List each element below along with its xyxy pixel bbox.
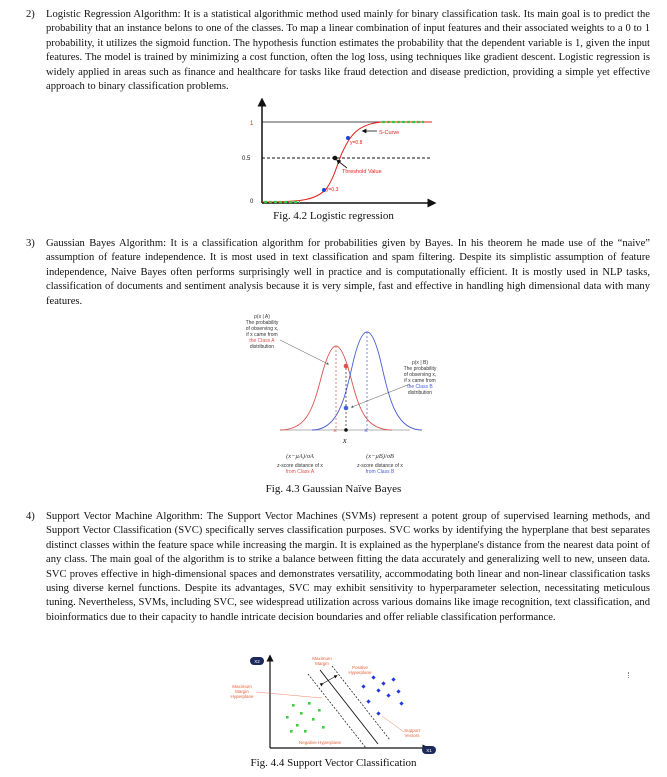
svg-text:The probability: The probability (245, 320, 279, 326)
y03-label: y=0.3 (326, 187, 339, 193)
threshold-label: Threshold Value (342, 169, 382, 175)
positive-hyperplane-label (348, 665, 372, 675)
x-point (344, 428, 348, 432)
support-pointer (382, 716, 404, 732)
svc-figure (222, 654, 442, 758)
svg-text:from Class A: from Class A (285, 469, 315, 475)
svg-text:Hyperplane: Hyperplane (230, 694, 254, 699)
section-logistic-regression (26, 8, 650, 94)
max-margin-hyperplane-label (230, 684, 254, 699)
class-b-label (404, 360, 437, 396)
positive-class-points (361, 675, 403, 715)
positive-hyperplane (332, 666, 390, 740)
svg-text:if x came from: if x came from (404, 378, 436, 384)
class-a-label (246, 314, 279, 350)
point-threshold (333, 156, 338, 161)
svg-text:if x came from: if x came from (246, 332, 278, 338)
section-text: Support Vector Machine Algorithm: The Support Vector Machines (SVMs) represent a potent group of supervised learning methods, and Support Vector Classification (SVC) specifically serves classification purposes. SVC works by identifying the hyperplane that best separates distinct classes within the feature space while increasing the margin. It is explained as the hyperplane's distance from the nearest data point of any class. The main goal of the algorithm is to strike a balance between fitting the data accurately and generalizing well to new, unseen data. SVC proves effective in high-dimensional spaces and demonstrates versatility, accommodating both linear and non-linear classification tasks using diverse kernel functions. Despite its advantages, SVC may exhibit sensitivity to hyperparameter selection, necessitating meticulous tuning. Nevertheless, SVMs, including SVC, see widespread utilization across various domains like image recognition, text classification, and bioinformatics due to their capacity to handle intricate decision boundaries and offer reliable classification performance. (46, 511, 650, 623)
svg-text:of observing x,: of observing x, (403, 372, 437, 378)
y-tick-0: 0 (250, 199, 254, 205)
svg-text:Maximum: Maximum (232, 684, 252, 689)
section-gaussian-bayes (26, 237, 650, 309)
svg-text:The probability: The probability (403, 366, 437, 372)
y-tick-1: 1 (250, 121, 254, 127)
svg-text:of observing x,: of observing x, (245, 326, 279, 332)
max-margin-hyperplane (320, 670, 378, 744)
max-margin-label (312, 656, 332, 666)
hyperplane-pointer (256, 692, 322, 698)
y08-label: y=0.8 (350, 140, 363, 146)
section-number: 3) (26, 238, 35, 249)
x-label: x (343, 436, 347, 445)
svg-text:p(x | B): p(x | B) (411, 360, 429, 366)
svg-text:Hyperplane: Hyperplane (348, 670, 372, 675)
mean-b-marker: × (364, 428, 369, 435)
svg-text:(x−μB)/σB: (x−μB)/σB (366, 453, 394, 460)
section-svm (26, 510, 650, 625)
svg-text:Margin: Margin (235, 689, 249, 694)
section-text: Gaussian Bayes Algorithm: It is a classification algorithm for probabilities given by Bayes. In his theorem he made use of the “naive” assumption of feature independence. It is most used in text classification and spam filtering. Despite its simplistic assumption of feature independence, Naive Bayes often performs surprisingly well in practice and is computationally efficient. It is mostly used in NLP tasks, classification of documents and sentiment analysis because it is very simple, fast and effective in handling high dimensional data with many features. (46, 238, 650, 307)
page-marker (628, 672, 631, 678)
svg-text:distribution: distribution (407, 390, 433, 396)
svg-text:distribution: distribution (249, 344, 275, 350)
fig2-caption: Fig. 4.3 Gaussian Naïve Bayes (265, 483, 402, 495)
svg-text:(x−μA)/σA: (x−μA)/σA (286, 453, 314, 460)
section-number: 2) (26, 9, 35, 20)
gaussian-bayes-figure (240, 312, 440, 484)
svg-text:z-score distance of x: z-score distance of x (277, 463, 323, 469)
y-tick-05: 0.5 (242, 156, 251, 162)
z-score-a (277, 453, 323, 475)
section-text: Logistic Regression Algorithm: It is a statistical algorithmic method used mainly for binary classification task. Its main goal is to predict the probability that an instance belons to one of the classes. To map a linear combination of input features and their associated weights to a 0 to 1 probability, it utilizes the sigmoid function. The hypothesis function estimates the probability that the dependent variable is 1, given the input features. The model is trained by minimizing a cost function, often the log loss, using techniques like gradient descent. Logistic regression is widely applied in areas such as finance and healthcare for tasks like fraud detection and disease prediction, providing a simple yet effective approach to binary classification problems. (46, 9, 650, 93)
negative-class-points (286, 702, 325, 733)
point-on-a (344, 364, 349, 369)
negative-hyperplane-label: Negative Hyperplane (298, 740, 342, 745)
svg-text:p(x | A): p(x | A) (254, 314, 270, 320)
negative-hyperplane (308, 674, 366, 748)
z-score-b (357, 453, 403, 475)
margin-arrow (322, 676, 336, 684)
svg-text:Positive: Positive (352, 665, 368, 670)
sigmoid-curve (262, 122, 432, 202)
svg-text:the Class B: the Class B (407, 384, 433, 390)
x1-label: X1 (426, 748, 432, 753)
point-on-b (344, 406, 349, 411)
threshold-arrow (338, 161, 347, 168)
fig3-caption: Fig. 4.4 Support Vector Classification (250, 757, 417, 769)
x2-label: X2 (254, 659, 260, 664)
svg-text:Margin: Margin (315, 661, 329, 666)
scurve-label: S-Curve (379, 130, 400, 136)
svg-text:Vectors: Vectors (404, 733, 420, 738)
support-vectors-label (404, 728, 421, 738)
section-number: 4) (26, 511, 35, 522)
svg-text:the Class A: the Class A (249, 338, 275, 344)
class-b-pointer (352, 384, 410, 407)
mean-a-marker: × (333, 428, 338, 435)
svg-text:z-score distance of x: z-score distance of x (357, 463, 403, 469)
svg-text:from Class B: from Class B (365, 469, 395, 475)
fig1-caption: Fig. 4.2 Logistic regression (273, 210, 394, 222)
logistic-regression-figure (232, 98, 442, 210)
svg-text:Support: Support (404, 728, 420, 733)
svg-text:Maximum: Maximum (312, 656, 332, 661)
class-a-pointer (280, 340, 328, 364)
